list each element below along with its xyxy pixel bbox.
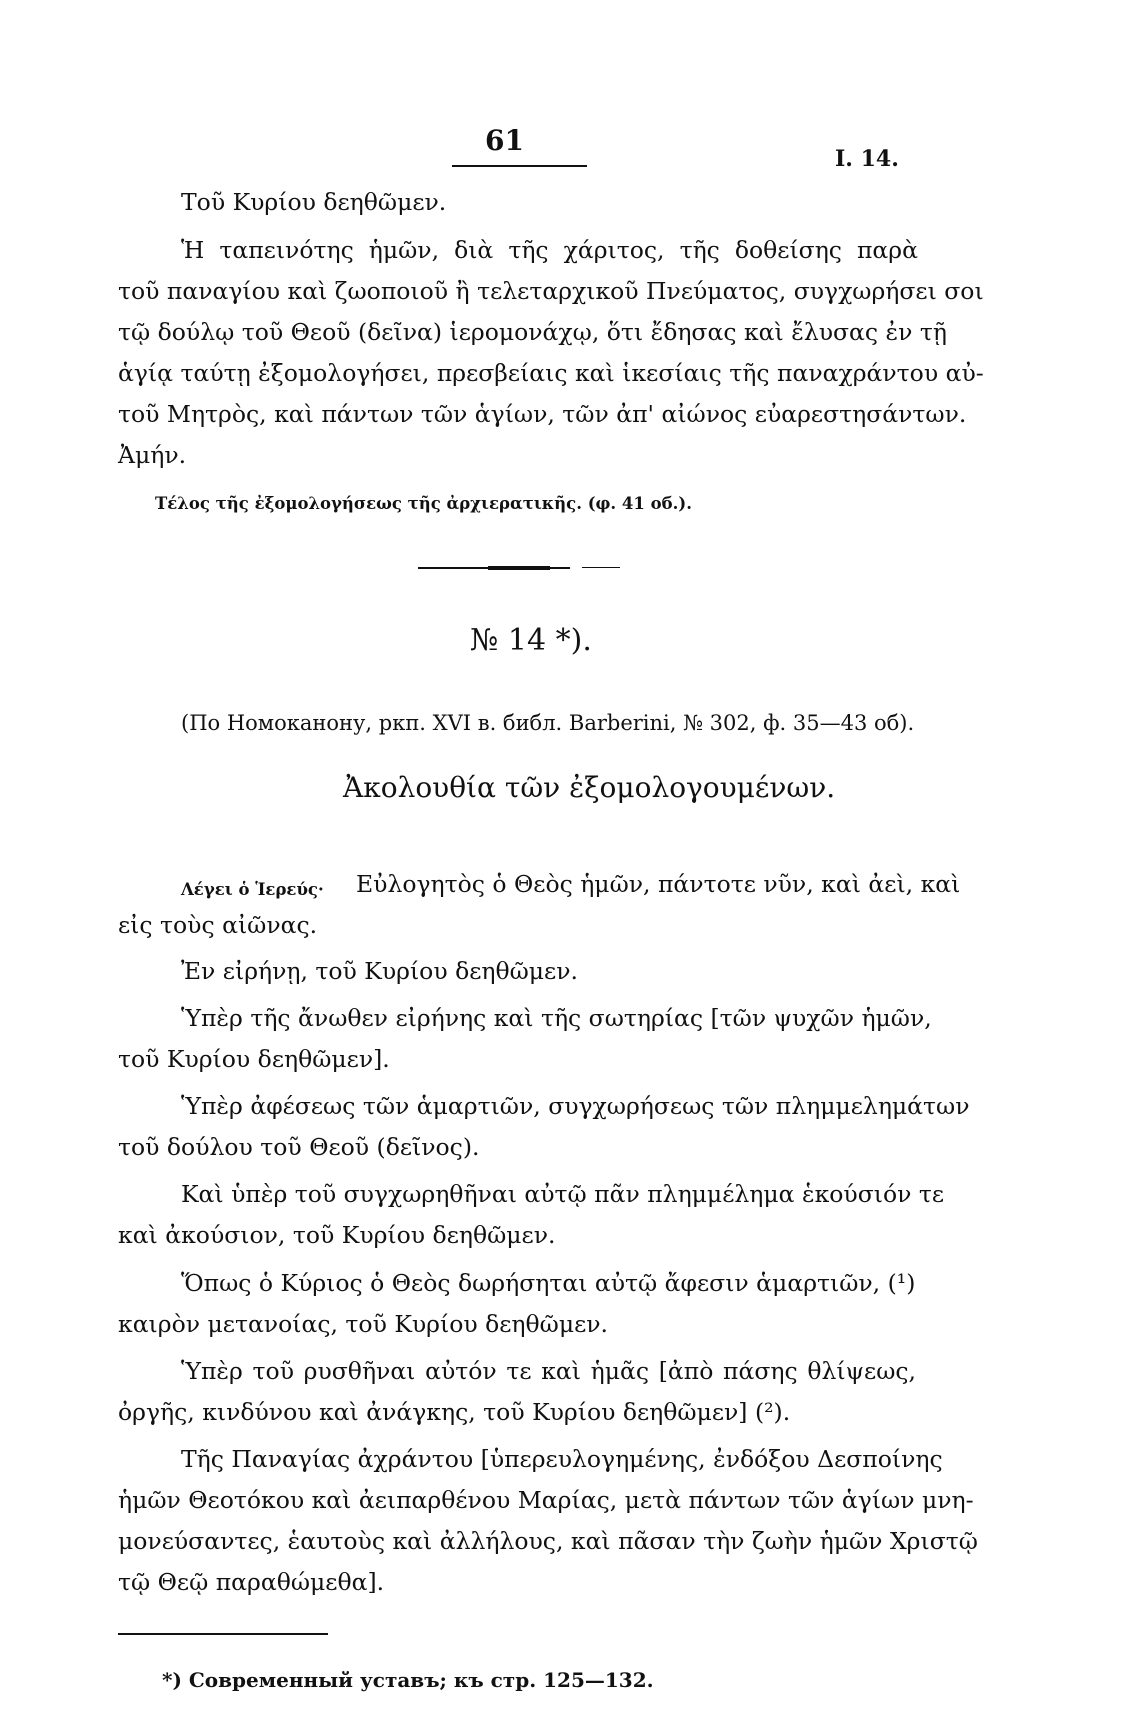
section-source: (По Номоканону, ркп. XVI в. библ. Barberini, № 302, ф. 35—43 об). — [181, 711, 915, 735]
prayer-line: Τοῦ Κυρίου δεηθῶμεν. — [181, 188, 447, 216]
body-line: μονεύσαντες, ἑαυτοὺς καὶ ἀλλήλους, καὶ πᾶσαν τὴν ζωὴν ἡμῶν Χριστῷ — [118, 1527, 978, 1555]
signature-mark: I. 14. — [835, 146, 899, 172]
body-line: τῷ Θεῷ παραθώμεθα]. — [118, 1568, 385, 1596]
prayer-line: τῷ δούλῳ τοῦ Θεοῦ (δεῖνα) ἱερομονάχῳ, ὅτι ἔδησας καὶ ἔλυσας ἐν τῇ — [118, 318, 947, 346]
prayer-line: τοῦ παναγίου καὶ ζωοποιοῦ ἢ τελεταρχικοῦ Πνεύματος, συγχωρήσει σοι — [118, 277, 984, 305]
body-line: Εὐλογητὸς ὁ Θεὸς ἡμῶν, πάντοτε νῦν, καὶ ἀεὶ, καὶ — [356, 870, 961, 898]
body-line: Ὑπὲρ τοῦ ρυσθῆναι αὐτόν τε καὶ ἡμᾶς [ἀπὸ πάσης θλίψεως, — [181, 1357, 916, 1385]
prayer-line: τοῦ Μητρὸς, καὶ πάντων τῶν ἁγίων, τῶν ἀπ' αἰώνος εὐαρεστησάντων. — [118, 400, 967, 428]
body-line: ὀργῆς, κινδύνου καὶ ἀνάγκης, τοῦ Κυρίου δεηθῶμεν] (²). — [118, 1398, 791, 1426]
body-line: εἰς τοὺς αἰῶνας. — [118, 911, 318, 939]
body-line: τοῦ Κυρίου δεηθῶμεν]. — [118, 1045, 390, 1073]
body-line: Ἐν εἰρήνῃ, τοῦ Κυρίου δεηθῶμεν. — [181, 957, 578, 985]
body-line: Ὅπως ὁ Κύριος ὁ Θεὸς δωρήσηται αὐτῷ ἄφεσιν ἁμαρτιῶν, (¹) — [181, 1269, 916, 1297]
page-number: 61 — [485, 124, 524, 157]
body-line: καιρὸν μετανοίας, τοῦ Κυρίου δεηθῶμεν. — [118, 1310, 609, 1338]
separator-rule — [488, 566, 550, 570]
rubric: Λέγει ὁ Ἱερεύς· — [181, 880, 324, 899]
separator-rule — [418, 567, 488, 569]
footnote-rule — [118, 1633, 328, 1635]
section-number: № 14 *). — [470, 623, 592, 658]
prayer-line: Ἀμήν. — [118, 441, 187, 469]
end-note: Τέλος τῆς ἐξομολογήσεως τῆς ἀρχιερατικῆς. (φ. 41 οб.). — [155, 494, 692, 513]
body-line: Καὶ ὑπὲρ τοῦ συγχωρηθῆναι αὐτῷ πᾶν πλημμέλημα ἑκούσιόν τε — [181, 1180, 945, 1208]
body-line: καὶ ἀκούσιον, τοῦ Κυρίου δεηθῶμεν. — [118, 1221, 556, 1249]
body-line: Ὑπὲρ τῆς ἄνωθεν εἰρήνης καὶ τῆς σωτηρίας [τῶν ψυχῶν ἡμῶν, — [181, 1004, 932, 1032]
separator-rule — [582, 567, 620, 568]
separator-rule — [550, 567, 570, 569]
page-number-rule — [452, 165, 587, 167]
footnote: *) Современный уставъ; къ стр. 125—132. — [162, 1668, 654, 1692]
body-line: Ὑπὲρ ἀφέσεως τῶν ἁμαρτιῶν, συγχωρήσεως τῶν πλημμελημάτων — [181, 1092, 970, 1120]
body-line: ἡμῶν Θεοτόκου καὶ ἀειπαρθένου Μαρίας, μετὰ πάντων τῶν ἁγίων μνη- — [118, 1486, 974, 1514]
body-line: τοῦ δούλου τοῦ Θεοῦ (δεῖνος). — [118, 1133, 480, 1161]
prayer-line: ἁγίᾳ ταύτῃ ἐξομολογήσει, πρεσβείαις καὶ ἱκεσίαις τῆς παναχράντου αὐ- — [118, 359, 984, 387]
section-title: Ἀκολουθία τῶν ἐξομολογουμένων. — [343, 771, 836, 804]
prayer-line: Ἡ ταπεινότης ἡμῶν, διὰ τῆς χάριτος, τῆς δοθείσης παρὰ — [181, 236, 918, 264]
body-line: Τῆς Παναγίας ἀχράντου [ὑπερευλογημένης, ἐνδόξου Δεσποίνης — [181, 1445, 943, 1473]
